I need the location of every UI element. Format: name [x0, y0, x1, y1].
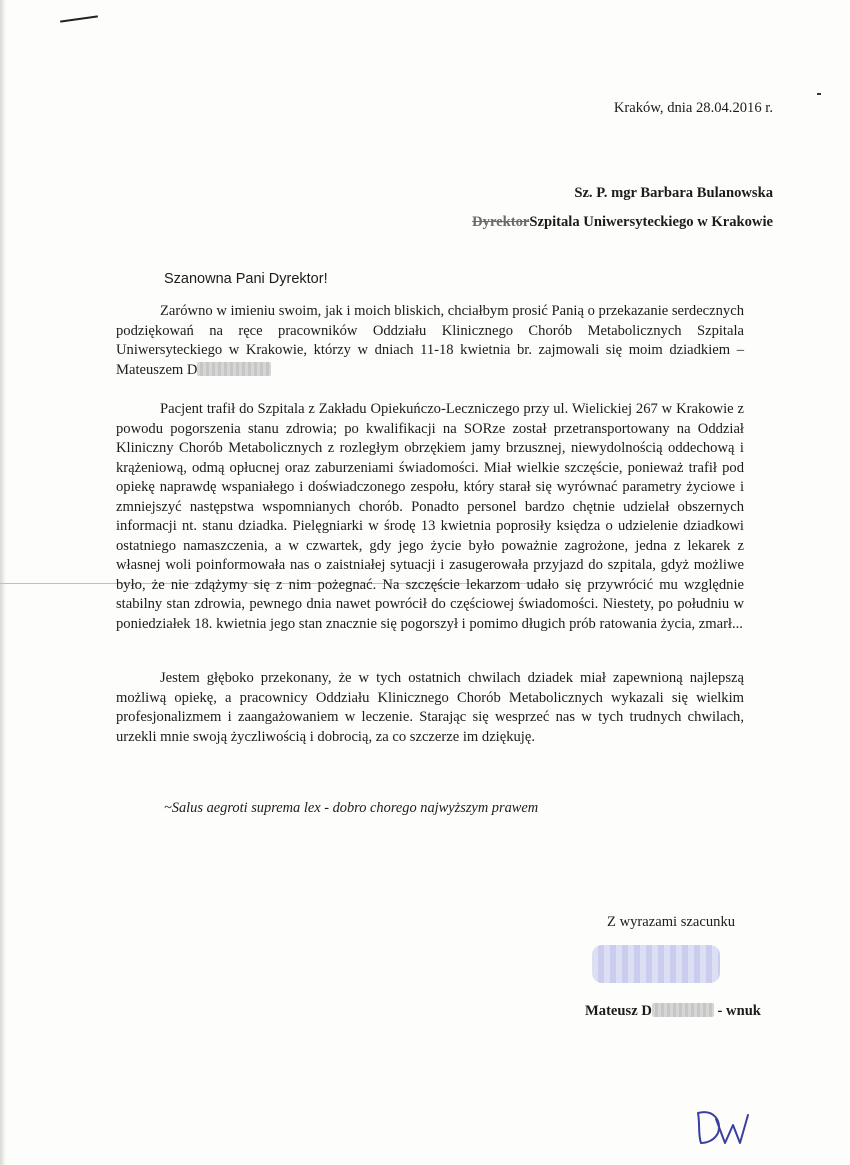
letter-paragraph-1 — [116, 302, 744, 380]
letter-greeting: Szanowna Pani Dyrektor! — [164, 271, 328, 287]
signer-relation: - wnuk — [717, 1003, 761, 1019]
struck-title: Dyrektor — [472, 214, 530, 230]
redacted-signature — [592, 945, 720, 983]
recipient-organization-text: Szpitala Uniwersyteckiego w Krakowie — [529, 214, 773, 230]
redacted-surname — [197, 362, 271, 376]
letter-paragraph-2: Pacjent trafił do Szpitala z Zakładu Opiekuńczo-Leczniczego przy ul. Wielickiej 267 w Krakowie z powodu pogorszenia stanu zdrowia; po kwalifikacji na SORze został przetransportowany na Oddział Kliniczny Chorób Metabolicznych z rozległym obrzękiem jamy brzusznej, niewydolnością oddechową i krążeniową, odmą opłucnej oraz zaburzeniami świadomości. Miał wielkie szczęście, ponieważ trafił pod opiekę naprawdę wspaniałego i doświadczonego zespołu, który starał się wyrównać parametry życiowe i zmniejszyć następstwa wspomnianych chorób. Ponadto personel bardzo chętnie udzielał obszernych informacji nt. stanu dziadka. Pielęgniarki w środę 13 kwietnia poprosiły księdza o udzielenie dziadkowi ostatniego namaszczenia, a w czwartek, gdy jego życie było poważnie zagrożone, jedna z lekarek z własnej woli poinformowała nas o zaistniałej sytuacji i zasugerowała przyjazd do szpitala, gdyż możliwe było, że nie zdążymy się z nim pożegnać. Na szczęście lekarzom udało się przywrócić mu względnie stabilny stan zdrowia, pewnego dnia nawet powrócił do częściowej świadomości. Niestety, po południu w poniedziałek 18. kwietnia jego stan znacznie się pogorszył i pomimo długich prób ratowania życia, zmarł... — [116, 401, 744, 632]
signer-name: Mateusz D — [585, 1003, 652, 1019]
paragraph-1-text: Zarówno w imieniu swoim, jak i moich bliskich, chciałbym prosić Panią o przekazanie serdecznych podziękowań na ręce pracowników Oddziału Klinicznego Chorób Metabolicznych Szpitala Uniwersyteckiego w Krakowie, którzy w dniach 11-18 kwietnia br. zajmowali się moim dziadkiem – Mateuszem D — [116, 303, 744, 378]
letter-date: Kraków, dnia 28.04.2016 r. — [613, 100, 773, 116]
letter-closing: Z wyrazami szacunku — [607, 914, 736, 930]
letter-paragraph-3: Jestem głęboko przekonany, że w tych ostatnich chwilach dziadek miał zapewnioną najlepszą możliwą opiekę, a pracownicy Oddziału Klinicznego Chorób Metabolicznych wykazali się wielkim profesjonalizmem i zaangażowaniem w leczenie. Starając się wesprzeć nas w tych trudnych chwilach, urzekli mnie swoją życzliwością i dobrocią, za co szczerze im dziękuję. — [116, 670, 744, 745]
scan-pen-mark — [60, 15, 98, 22]
scan-dot-mark — [817, 93, 821, 95]
signer-line — [585, 1003, 761, 1020]
letter-motto: ~Salus aegroti suprema lex - dobro chorego najwyższym prawem — [164, 800, 539, 816]
recipient-organization — [472, 214, 773, 231]
redacted-signer-surname — [652, 1003, 714, 1017]
handwritten-initials — [692, 1105, 752, 1149]
recipient-name: Sz. P. mgr Barbara Bulanowska — [574, 185, 773, 201]
